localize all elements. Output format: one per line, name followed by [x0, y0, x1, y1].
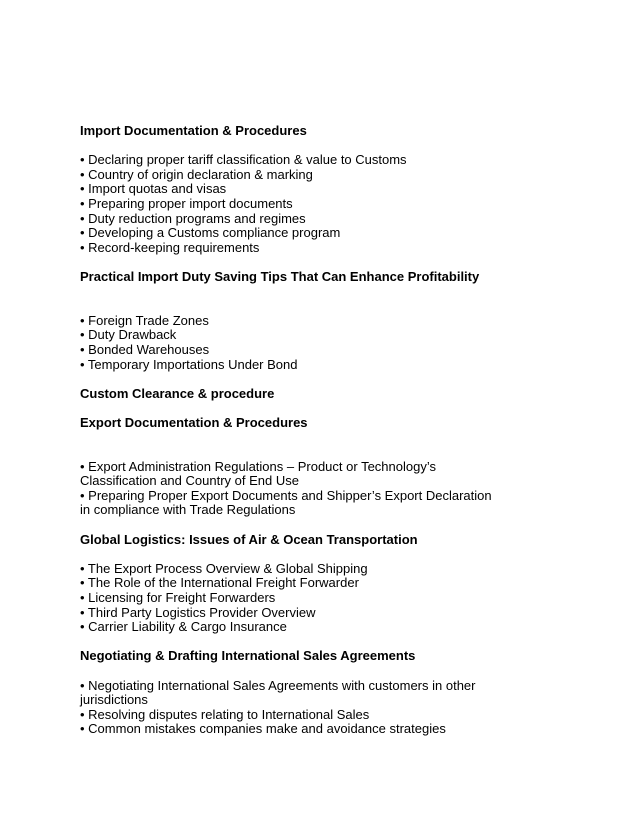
- list-item: • Developing a Customs compliance program: [80, 225, 341, 241]
- list-item: • Common mistakes companies make and avoidance strategies: [80, 721, 446, 737]
- list-item: • The Export Process Overview & Global Shipping: [80, 560, 368, 576]
- export-documentation-list: [80, 460, 500, 518]
- list-item: • Carrier Liability & Cargo Insurance: [80, 619, 287, 635]
- list-item: • Preparing proper import documents: [80, 195, 293, 211]
- spacer: [80, 635, 500, 650]
- spacer: [80, 664, 500, 679]
- section-heading-sales-agreements: Negotiating & Drafting International Sales Agreements: [80, 648, 416, 664]
- list-item: • Record-keeping requirements: [80, 239, 260, 255]
- list-item: • Duty Drawback: [80, 327, 177, 343]
- list-item: • Third Party Logistics Provider Overview: [80, 604, 316, 620]
- list-item: • The Role of the International Freight Forwarder: [80, 575, 359, 591]
- list-item: • Licensing for Freight Forwarders: [80, 590, 276, 605]
- spacer: [80, 401, 500, 416]
- list-item: • Duty reduction programs and regimes: [80, 210, 306, 226]
- section-heading-global-logistics: Global Logistics: Issues of Air & Ocean Transportation: [80, 531, 418, 547]
- spacer: [80, 372, 500, 387]
- spacer: [80, 547, 500, 562]
- sales-agreements-list: [80, 679, 500, 737]
- list-item: • Negotiating International Sales Agreements with customers in other jurisdictions: [80, 677, 476, 708]
- list-item: • Foreign Trade Zones: [80, 312, 209, 328]
- section-heading-export-documentation: Export Documentation & Procedures: [80, 414, 308, 430]
- spacer: [80, 255, 500, 270]
- global-logistics-list: [80, 562, 500, 635]
- list-item: • Resolving disputes relating to International Sales: [80, 706, 370, 722]
- section-heading-duty-saving-tips: Practical Import Duty Saving Tips That Can Enhance Profitability: [80, 268, 480, 284]
- section-heading-import-documentation: Import Documentation & Procedures: [80, 123, 307, 138]
- spacer: [80, 430, 500, 459]
- spacer: [80, 285, 500, 314]
- section-heading-custom-clearance: Custom Clearance & procedure: [80, 385, 275, 401]
- list-item: • Bonded Warehouses: [80, 341, 210, 357]
- list-item: • Temporary Importations Under Bond: [80, 356, 298, 372]
- list-item: • Import quotas and visas: [80, 181, 227, 197]
- spacer: [80, 139, 500, 154]
- list-item: • Country of origin declaration & marking: [80, 166, 313, 182]
- list-item: • Preparing Proper Export Documents and Shipper’s Export Declaration in compliance with Trade Regulations: [80, 487, 492, 518]
- document-page: [80, 124, 500, 737]
- spacer: [80, 518, 500, 533]
- import-documentation-list: [80, 153, 500, 255]
- duty-saving-tips-list: [80, 314, 500, 372]
- list-item: • Declaring proper tariff classification & value to Customs: [80, 152, 407, 168]
- list-item: • Export Administration Regulations – Product or Technology’s Classification and Country of End Use: [80, 458, 436, 489]
